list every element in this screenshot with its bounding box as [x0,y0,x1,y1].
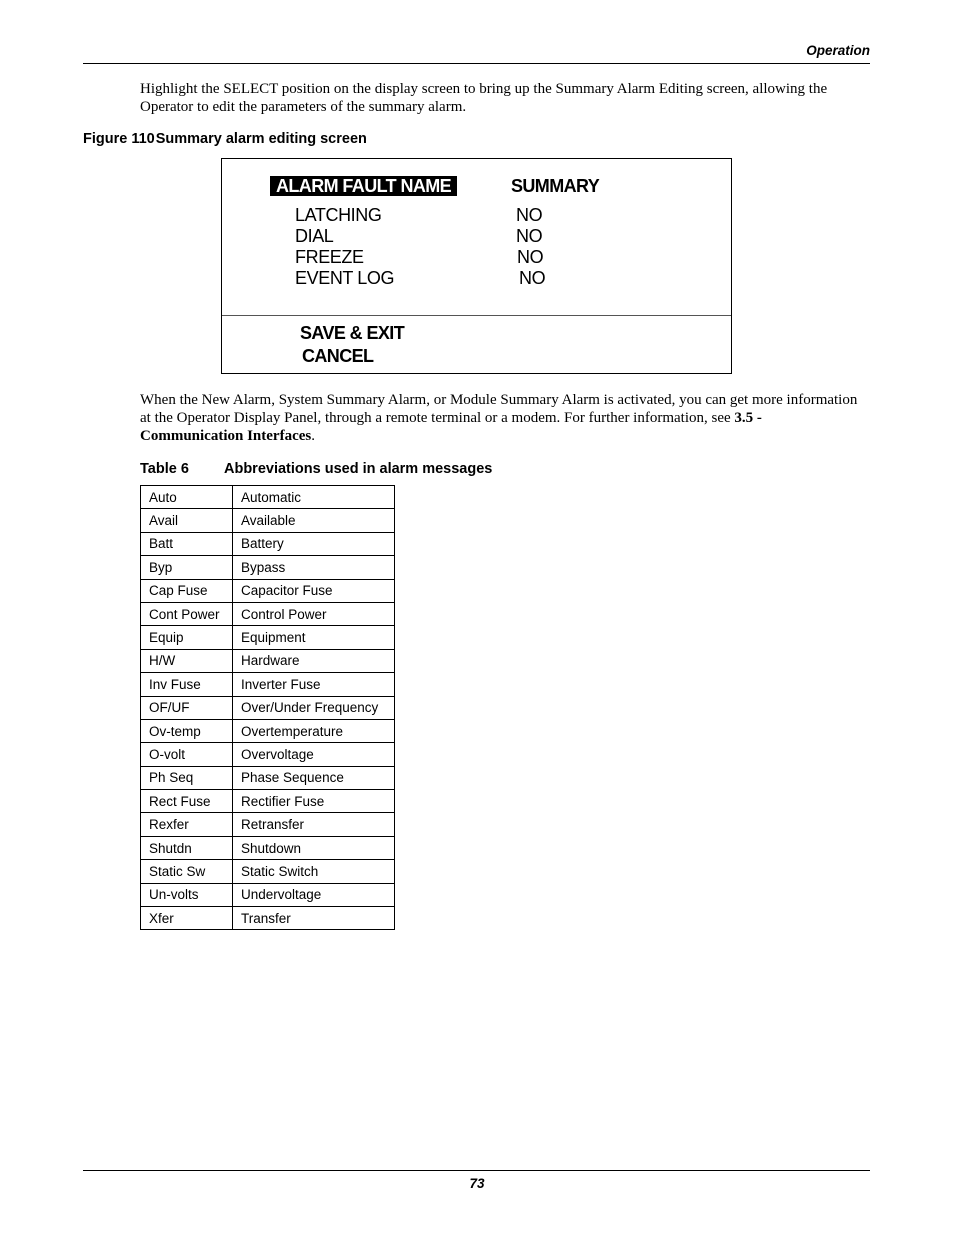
meaning-cell: Overvoltage [233,743,395,766]
table-row [141,907,395,930]
table-row [141,486,395,509]
meaning-cell: Phase Sequence [233,766,395,789]
setting-row-event-log [295,268,555,289]
table-row [141,556,395,579]
table-row [141,883,395,906]
table-row [141,696,395,719]
abbreviation-cell: Ph Seq [141,766,233,789]
meaning-cell: Overtemperature [233,719,395,742]
meaning-cell: Retransfer [233,813,395,836]
setting-row-dial [295,226,555,247]
footer-rule [83,1170,870,1171]
table-row [141,836,395,859]
table-row [141,860,395,883]
abbreviation-cell: Ov-temp [141,719,233,742]
setting-label: DIAL [295,226,334,246]
setting-value: NO [516,205,543,225]
meaning-cell: Rectifier Fuse [233,790,395,813]
meaning-cell: Inverter Fuse [233,673,395,696]
table-row [141,790,395,813]
info-text-end: . [311,428,315,444]
table-row [141,532,395,555]
setting-value: NO [517,247,544,267]
meaning-cell: Available [233,509,395,532]
abbreviations-table [140,485,395,930]
abbreviation-cell: Cont Power [141,602,233,625]
abbreviation-cell: Auto [141,486,233,509]
meaning-cell: Shutdown [233,836,395,859]
meaning-cell: Transfer [233,907,395,930]
abbreviation-cell: Un-volts [141,883,233,906]
meaning-cell: Battery [233,532,395,555]
screen-divider [222,315,731,316]
meaning-cell: Automatic [233,486,395,509]
meaning-cell: Capacitor Fuse [233,579,395,602]
figure-caption [83,131,367,147]
table-caption [140,461,493,477]
setting-label: EVENT LOG [295,268,395,288]
abbreviation-cell: Equip [141,626,233,649]
table-row [141,579,395,602]
table-row [141,766,395,789]
page-header [83,43,870,64]
table-row [141,743,395,766]
cancel-option: CANCEL [302,346,374,366]
meaning-cell: Hardware [233,649,395,672]
meaning-cell: Static Switch [233,860,395,883]
save-exit-option: SAVE & EXIT [300,323,405,343]
table-row [141,673,395,696]
abbreviation-cell: Avail [141,509,233,532]
intro-paragraph: Highlight the SELECT position on the display screen to bring up the Summary Alarm Editing screen, allowing the Operator to edit the parameters of the summary alarm. [140,81,828,115]
alarm-fault-name-title: ALARM FAULT NAME [270,176,457,196]
abbreviation-cell: H/W [141,649,233,672]
meaning-cell: Control Power [233,602,395,625]
meaning-cell: Equipment [233,626,395,649]
figure-title: Summary alarm editing screen [155,131,367,147]
meaning-cell: Undervoltage [233,883,395,906]
abbreviation-cell: Shutdn [141,836,233,859]
table-title: Abbreviations used in alarm messages [224,461,493,477]
setting-row-freeze [295,247,555,268]
abbreviation-cell: Inv Fuse [141,673,233,696]
abbreviation-cell: Byp [141,556,233,579]
abbreviation-cell: Rect Fuse [141,790,233,813]
abbreviations-table-body [141,486,395,930]
setting-value: NO [519,268,546,288]
meaning-cell: Bypass [233,556,395,579]
table-row [141,649,395,672]
abbreviation-cell: Rexfer [141,813,233,836]
table-row [141,509,395,532]
meaning-cell: Over/Under Frequency [233,696,395,719]
setting-value: NO [516,226,543,246]
table-row [141,626,395,649]
setting-label: LATCHING [295,205,382,225]
info-paragraph [140,391,868,445]
info-text: When the New Alarm, System Summary Alarm, or Module Summary Alarm is activated, you can get more information at the Operator Display Panel, through a remote terminal or a modem. For further information, see [140,392,858,426]
abbreviation-cell: Xfer [141,907,233,930]
summary-alarm-screen [221,158,732,374]
abbreviation-cell: OF/UF [141,696,233,719]
table-row [141,813,395,836]
setting-row-latching [295,205,555,226]
setting-label: FREEZE [295,247,364,267]
summary-label: SUMMARY [511,176,600,196]
cross-reference-link: 3.5 - Communication Interfaces [140,410,762,444]
abbreviation-cell: O-volt [141,743,233,766]
abbreviation-cell: Batt [141,532,233,555]
page-number: 73 [469,1176,485,1191]
table-row [141,602,395,625]
section-title: Operation [806,43,870,58]
figure-label: Figure 110 [83,131,155,147]
abbreviation-cell: Cap Fuse [141,579,233,602]
table-label: Table 6 [140,461,189,477]
abbreviation-cell: Static Sw [141,860,233,883]
table-row [141,719,395,742]
